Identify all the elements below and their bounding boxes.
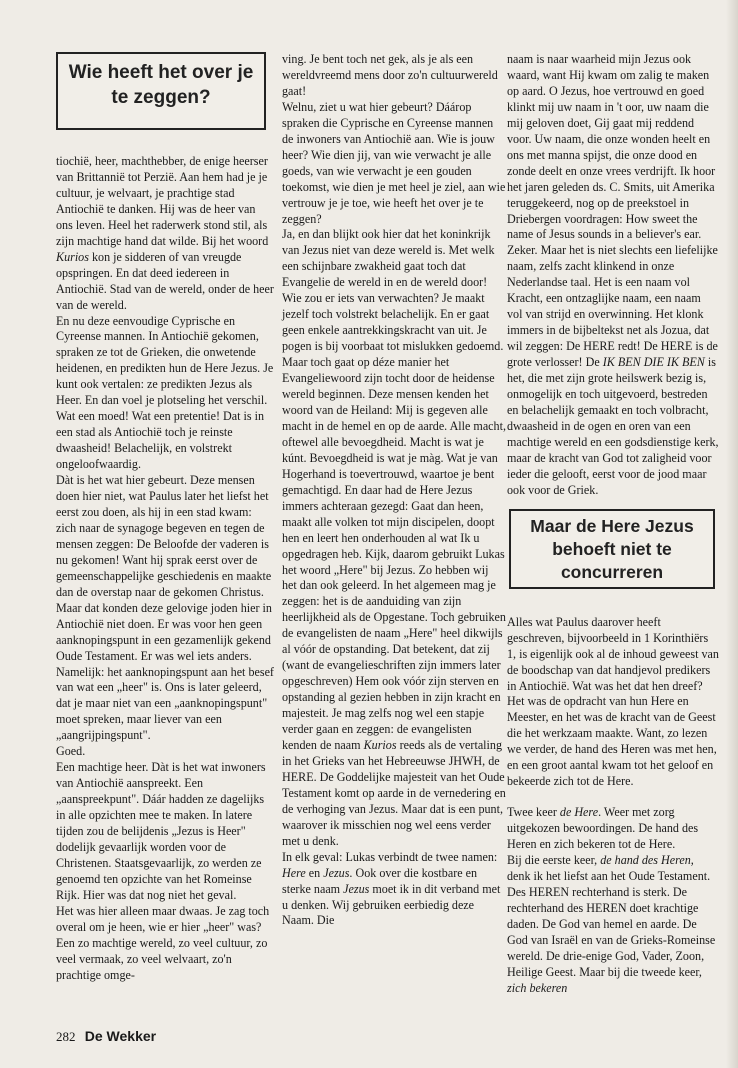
heading-1: Wie heeft het over je te zeggen? bbox=[68, 62, 254, 108]
heading-2: Maar de Here Jezus behoeft niet te concurreren bbox=[530, 515, 694, 582]
paragraph: naam is naar waarheid mijn Jezus ook waard, want Hij kwam om zalig te maken op aard. O Jezus, hoe vertrouwd en goed klinkt mij uw naam in 't oor, uw naam die mij geloven doet, Gij gaat mij reddend voor. Uw naam, die onze wonden heelt en ons met manna spijst, die onze dood en zonde deelt en onze vrees verdrijft. Ik hoor het jaren geleden ds. C. Smits, uit Amerika teruggekeerd, nog op de preekstoel in Driebergen voordragen: How sweet the name of Jesus sounds in a believer's ear. Zeker. Maar het is niet slechts een liefelijke naam, zelfs zacht klinkend in onze Nederlandse taal. Het is een naam vol Kracht, een ontzaglijke naam, een naam vol van strijd en overwinning. Het klonk immers in de bijbeltekst net als Jozua, dat wil zeggen: De HERE redt! De HERE is de grote verlosser! De IK BEN DIE IK BEN is het, die met zijn grote heilswerk bezig is, onmogelijk en toch uitgevoerd, bestreden en belachelijk gemaakt en toch volbracht, dwaasheid in de ogen en oren van een machtige wereld en een godsdienstige kerk, maar de kracht van God tot zaligheid voor ieder die gelooft, eerst voor de jood maar ook voor de Griek. bbox=[507, 52, 719, 497]
paragraph: Welnu, ziet u wat hier gebeurt? Dáárop spraken die Cyprische en Cyreense mannen de inwoners van Antiochië aan. Wie is jouw heer? Wie dien jij, van wie verwacht je alle goeds, van wie verwacht je een gouden toekomst, wie dien je met heel je ziel, aan wie vertrouw je je toe, wie heeft het over je te zeggen? bbox=[282, 99, 506, 226]
column-1 bbox=[56, 52, 274, 984]
heading-box-2 bbox=[509, 509, 715, 589]
paragraph: Goed. bbox=[56, 744, 86, 759]
paragraph: Alles wat Paulus daarover heeft geschreven, bijvoorbeeld in 1 Korinthiërs 1, is eigenlijk ook al de inhoud geweest van de boodschap van dat handjevol predikers in Antiochië. Wat was het dat hen dreef? Het was de opdracht van hun Here en Meester, en het was de kracht van de Geest die het werkzaam maakte. Want, zo lezen we verder, de hand des Heren was met hen, en een groot aantal kwam tot het geloof en bekeerde zich tot de Here. bbox=[507, 614, 719, 789]
paragraph: Namelijk: het aanknopingspunt aan het besef van wat een „heer" is. Ons is later geleerd, dat je maar niet van een „aanknopingspunt" moet spreken, maar liever van een „aangrijpingspunt". bbox=[56, 664, 274, 743]
column-2 bbox=[282, 52, 506, 929]
page-footer bbox=[56, 1028, 156, 1045]
page-number: 282 bbox=[56, 1029, 76, 1044]
paragraph: tiochië, heer, machthebber, de enige heerser van Brittannië tot Perzië. Aan hem had je je cultuur, je welvaart, je prachtige stad Antiochië te danken. Hij was de heer van ons leven. Heel het raderwerk stond stil, als zijn machtige hand dat wilde. Bij het woord Kurios kon je sidderen of van vreugde opspringen. En dat deed iedereen in Antiochië. Stad van de wereld, onder de heer van de wereld. bbox=[56, 154, 274, 312]
paragraph: Dàt is het wat hier gebeurt. Deze mensen doen hier niet, wat Paulus later het liefst het eerst zou doen, als hij in een stad kwam: zich naar de synagoge begeven en tegen de mensen zeggen: De Beloofde der vaderen is nu gekomen! Want hij sprak eerst over de gemeenschappelijke geschiedenis en maakte dan de overstap naar de gekomen Christus. Maar dat konden deze gelovige joden hier in Antiochië niet doen. Er was voor hen geen aanknopingspunt in een gezamenlijk gekend Oude Testament. Er was wel iets anders. bbox=[56, 473, 272, 663]
paragraph: In elk geval: Lukas verbindt de twee namen: Here en Jezus. Ook over die kostbare en sterke naam Jezus moet ik in dit verband met u denken. Wij gebruiken eerbiedig deze Naam. Die bbox=[282, 849, 501, 928]
paragraph: Een machtige heer. Dàt is het wat inwoners van Antiochië aanspreekt. Een „aanspreekpunt". Dáár hadden ze dagelijks in alle opzichten mee te maken. In latere tijden zou de belijdenis „Jezus is Heer" dodelijk gevaarlijk worden voor de Christenen. Staatsgevaarlijk, zo werden ze genoemd ten opzichte van het Romeinse Rijk. Hier was dat nog niet het geval. bbox=[56, 760, 266, 902]
page-edge-shadow bbox=[726, 0, 738, 1068]
paragraph: Het was hier alleen maar dwaas. Je zag toch overal om je heen, wie er hier „heer" was? Een zo machtige wereld, zo veel cultuur, zo veel vermaak, zo veel welvaart, zo'n prachtige omge- bbox=[56, 903, 270, 982]
paragraph: Bij die eerste keer, de hand des Heren, denk ik het liefst aan het Oude Testament. Des HEREN rechterhand is sterk. De rechterhand des HEREN doet krachtige daden. De God van hemel en aarde. De God van Israël en van de Grieks-Romeinse wereld. De drie-enige God, Vader, Zoon, Heilige Geest. Maar bij die tweede keer, zich bekeren bbox=[507, 853, 716, 995]
column-3 bbox=[507, 52, 719, 997]
paragraph: En nu deze eenvoudige Cyprische en Cyreense mannen. In Antiochië gekomen, spraken ze tot de Grieken, die onwetende heidenen, en predikten hun de Here Jezus. Je kunt ook vertalen: ze predikten Jezus als Heer. En dan voel je plotseling het verschil. Wat een moed! Wat een pretentie! Dat is in een stad als Antiochië toch je reinste dwaasheid! Belachelijk, en volstrekt ongeloofwaardig. bbox=[56, 313, 274, 472]
paragraph: Ja, en dan blijkt ook hier dat het koninkrijk van Jezus niet van deze wereld is. Met welk een schijnbare zwakheid gaat toch dat Evangelie de wereld in en de wereld door! Wie zou er iets van verwachten? Je maakt jezelf toch volstrekt belachelijk. En er gaat geen enkele aantrekkingskracht van uit. Je pogen is bij voorbaat tot mislukken gedoemd. bbox=[282, 227, 504, 354]
magazine-name: De Wekker bbox=[84, 1028, 157, 1044]
paragraph: ving. Je bent toch net gek, als je als een wereldvreemd mens door zo'n cultuurwereld gaat! bbox=[282, 52, 498, 98]
heading-box-1 bbox=[56, 52, 266, 130]
paragraph: Twee keer de Here. Weer met zorg uitgekozen bewoordingen. De hand des Heren en zich bekeren tot de Here. bbox=[507, 805, 699, 852]
paragraph: Maar toch gaat op déze manier het Evangeliewoord zijn tocht door de heidense wereld beginnen. Deze mensen kenden het woord van de Heiland: Mij is gegeven alle macht in de hemel en op de aarde. Alle macht, oftewel alle bevoegdheid. Macht is wat je kúnt. Bevoegdheid is wat je màg. Wat je van Hogerhand is toevertrouwd, waartoe je bent gemachtigd. En daar had de Here Jezus immers achteraan gezegd: Gaat dan heen, maakt alle volken tot mijn discipelen, doopt hen en leert hen onderhouden al wat Ik u opgedragen heb. Kijk, daarom gebruikt Lukas het woord „Here" bij Jezus. Zo hebben wij het dan ook geleerd. In het algemeen mag je zeggen: het is de aanduiding van zijn heerlijkheid als de Opgestane. Toch gebruiken de evangelisten de naam „Here" heel dikwijls al vóór de opstanding. Dat betekent, dat zij (want de evangelieschriften zijn immers later opgeschreven) Hem ook vóór zijn sterven en opstanding al gezien hebben in zijn kracht en majesteit. Je mag zelfs nog wel een stapje verder gaan en zeggen: de evangelisten kenden de naam Kurios reeds als de vertaling in het Grieks van het Hebreeuwse JHWH, de HERE. De Goddelijke majesteit van het Oude Testament komt op aarde in de vernedering en de verhoging van Jezus. Maar dat is een punt, waarover ik misschien nog wel eens verder met u denk. bbox=[282, 355, 506, 848]
